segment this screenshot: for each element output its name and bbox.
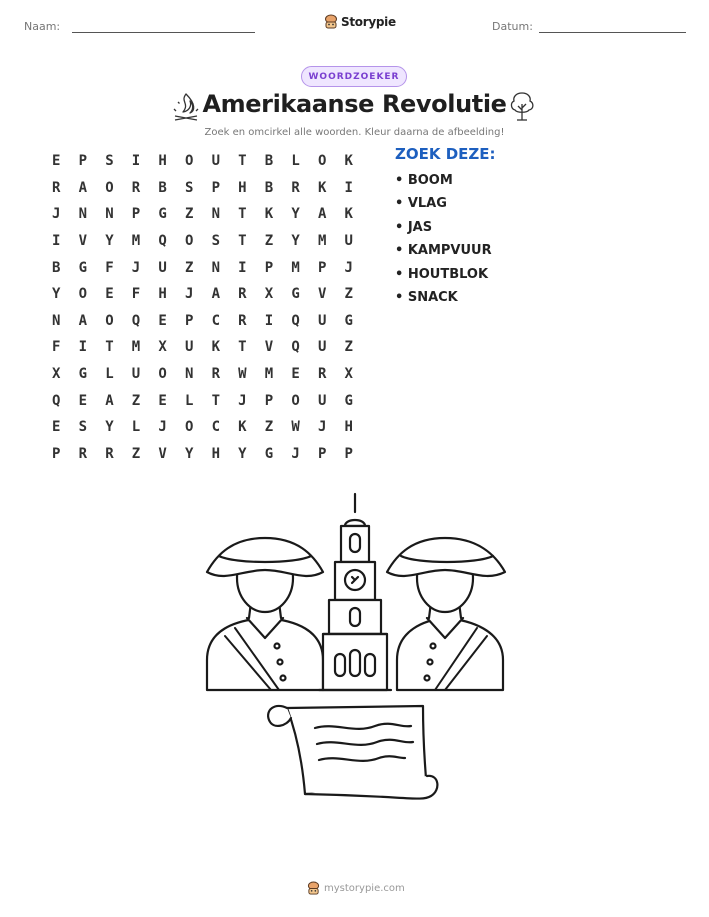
grid-letter[interactable]: A bbox=[78, 312, 88, 329]
grid-letter[interactable]: J bbox=[317, 419, 327, 436]
grid-letter[interactable]: S bbox=[78, 419, 88, 436]
grid-letter[interactable]: X bbox=[264, 286, 274, 303]
grid-letter[interactable]: M bbox=[131, 233, 141, 250]
grid-letter[interactable]: R bbox=[52, 179, 61, 196]
grid-letter[interactable]: R bbox=[238, 286, 247, 303]
grid-letter[interactable]: Z bbox=[344, 339, 353, 356]
grid-letter[interactable]: M bbox=[264, 366, 274, 383]
grid-letter[interactable]: R bbox=[131, 179, 141, 196]
grid-letter[interactable]: K bbox=[211, 339, 220, 356]
grid-letter[interactable]: E bbox=[158, 312, 167, 329]
grid-letter[interactable]: R bbox=[238, 312, 247, 329]
grid-letter[interactable]: M bbox=[317, 233, 327, 250]
name-label: Naam: bbox=[24, 20, 61, 33]
instructions: Zoek en omcirkel alle woorden. Kleur daarna de afbeelding! bbox=[204, 127, 505, 138]
date-line[interactable] bbox=[539, 32, 686, 33]
badge-label: WOORDZOEKER bbox=[308, 71, 400, 82]
grid-row bbox=[52, 334, 371, 361]
grid-letter[interactable]: S bbox=[105, 153, 114, 170]
grid-letter[interactable]: G bbox=[344, 392, 353, 409]
grid-letter[interactable]: Z bbox=[184, 259, 194, 276]
grid-letter[interactable]: L bbox=[105, 366, 114, 383]
grid-letter[interactable]: U bbox=[317, 339, 327, 356]
grid-row bbox=[52, 254, 371, 281]
grid-letter[interactable]: O bbox=[184, 153, 194, 170]
grid-letter[interactable]: V bbox=[158, 445, 167, 462]
grid-letter[interactable]: Z bbox=[264, 233, 274, 250]
grid-letter[interactable]: U bbox=[317, 312, 327, 329]
grid-letter[interactable]: F bbox=[52, 339, 61, 356]
grid-letter[interactable]: Q bbox=[52, 392, 61, 409]
grid-letter[interactable]: G bbox=[264, 445, 274, 462]
grid-letter[interactable]: L bbox=[291, 153, 300, 170]
grid-letter[interactable]: G bbox=[78, 259, 88, 276]
grid-letter[interactable]: F bbox=[105, 259, 114, 276]
grid-letter[interactable]: R bbox=[105, 445, 114, 462]
grid-letter[interactable]: P bbox=[264, 259, 274, 276]
grid-letter[interactable]: F bbox=[131, 286, 141, 303]
grid-letter[interactable]: C bbox=[211, 312, 220, 329]
grid-letter[interactable]: B bbox=[264, 153, 274, 170]
grid-letter[interactable]: I bbox=[264, 312, 274, 329]
grid-letter[interactable]: Z bbox=[184, 206, 194, 223]
word-search-grid[interactable] bbox=[52, 148, 371, 467]
grid-letter[interactable]: O bbox=[184, 419, 194, 436]
grid-letter[interactable]: K bbox=[317, 179, 327, 196]
grid-letter[interactable]: S bbox=[211, 233, 220, 250]
grid-letter[interactable]: N bbox=[105, 206, 114, 223]
grid-letter[interactable]: L bbox=[184, 392, 194, 409]
grid-letter[interactable]: B bbox=[52, 259, 61, 276]
grid-letter[interactable]: K bbox=[264, 206, 274, 223]
grid-letter[interactable]: E bbox=[158, 392, 167, 409]
grid-letter[interactable]: A bbox=[78, 179, 88, 196]
grid-letter[interactable]: B bbox=[264, 179, 274, 196]
grid-letter[interactable]: Z bbox=[131, 392, 141, 409]
grid-letter[interactable]: Z bbox=[131, 445, 141, 462]
grid-letter[interactable]: Y bbox=[52, 286, 61, 303]
grid-letter[interactable]: E bbox=[291, 366, 300, 383]
grid-letter[interactable]: Q bbox=[291, 339, 300, 356]
grid-letter[interactable]: J bbox=[291, 445, 300, 462]
grid-letter[interactable]: P bbox=[52, 445, 61, 462]
grid-letter[interactable]: T bbox=[238, 339, 247, 356]
pie-mascot-icon bbox=[324, 14, 338, 30]
grid-letter[interactable]: P bbox=[78, 153, 88, 170]
grid-letter[interactable]: O bbox=[158, 366, 167, 383]
grid-letter[interactable]: X bbox=[344, 366, 353, 383]
word-list-item: • HOUTBLOK bbox=[395, 266, 489, 282]
grid-letter[interactable]: P bbox=[264, 392, 274, 409]
grid-letter[interactable]: P bbox=[344, 445, 353, 462]
grid-letter[interactable]: P bbox=[184, 312, 194, 329]
grid-letter[interactable]: Y bbox=[105, 233, 114, 250]
grid-letter[interactable]: N bbox=[78, 206, 88, 223]
activity-badge bbox=[301, 66, 407, 87]
grid-letter[interactable]: B bbox=[158, 179, 167, 196]
grid-letter[interactable]: J bbox=[158, 419, 167, 436]
grid-letter[interactable]: Y bbox=[105, 419, 114, 436]
grid-letter[interactable]: G bbox=[291, 286, 300, 303]
grid-letter[interactable]: N bbox=[211, 259, 220, 276]
grid-letter[interactable]: I bbox=[344, 179, 353, 196]
grid-letter[interactable]: Y bbox=[291, 233, 300, 250]
grid-letter[interactable]: E bbox=[52, 419, 61, 436]
grid-row bbox=[52, 148, 371, 175]
logo-text: Storypie bbox=[341, 15, 396, 29]
grid-letter[interactable]: S bbox=[184, 179, 194, 196]
grid-letter[interactable]: A bbox=[317, 206, 327, 223]
grid-letter[interactable]: L bbox=[131, 419, 141, 436]
grid-row bbox=[52, 308, 371, 335]
grid-letter[interactable]: E bbox=[105, 286, 114, 303]
grid-letter[interactable]: V bbox=[264, 339, 274, 356]
grid-letter[interactable]: Z bbox=[344, 286, 353, 303]
grid-letter[interactable]: H bbox=[344, 419, 353, 436]
grid-letter[interactable]: P bbox=[317, 259, 327, 276]
grid-letter[interactable]: Y bbox=[184, 445, 194, 462]
name-line[interactable] bbox=[72, 32, 255, 33]
grid-letter[interactable]: J bbox=[131, 259, 141, 276]
grid-row bbox=[52, 387, 371, 414]
grid-letter[interactable]: Z bbox=[264, 419, 274, 436]
grid-letter[interactable]: T bbox=[238, 233, 247, 250]
grid-letter[interactable]: T bbox=[238, 206, 247, 223]
grid-letter[interactable]: X bbox=[158, 339, 167, 356]
word-list-item: • VLAG bbox=[395, 196, 447, 212]
left-soldier-figure bbox=[207, 538, 323, 690]
grid-letter[interactable]: E bbox=[78, 392, 88, 409]
grid-letter[interactable]: J bbox=[52, 206, 61, 223]
word-list-item: • KAMPVUUR bbox=[395, 243, 492, 259]
grid-row bbox=[52, 414, 371, 441]
grid-row bbox=[52, 228, 371, 255]
grid-letter[interactable]: O bbox=[291, 392, 300, 409]
document-scroll bbox=[268, 706, 437, 799]
grid-letter[interactable]: O bbox=[105, 179, 114, 196]
footer bbox=[307, 881, 405, 896]
grid-letter[interactable]: V bbox=[78, 233, 88, 250]
grid-letter[interactable]: M bbox=[291, 259, 300, 276]
grid-letter[interactable]: Q bbox=[158, 233, 167, 250]
grid-letter[interactable]: R bbox=[317, 366, 327, 383]
grid-letter[interactable]: U bbox=[158, 259, 167, 276]
grid-letter[interactable]: Q bbox=[291, 312, 300, 329]
grid-letter[interactable]: H bbox=[238, 179, 247, 196]
grid-letter[interactable]: A bbox=[211, 286, 220, 303]
grid-letter[interactable]: U bbox=[317, 392, 327, 409]
grid-letter[interactable]: R bbox=[211, 366, 220, 383]
grid-letter[interactable]: Q bbox=[131, 312, 141, 329]
word-list-item: • SNACK bbox=[395, 289, 458, 305]
grid-letter[interactable]: R bbox=[78, 445, 88, 462]
word-list-item: • BOOM bbox=[395, 173, 453, 188]
footer-url: mystorypie.com bbox=[324, 883, 405, 894]
grid-letter[interactable]: H bbox=[211, 445, 220, 462]
grid-row bbox=[52, 281, 371, 308]
grid-letter[interactable]: U bbox=[184, 339, 194, 356]
date-label: Datum: bbox=[492, 20, 533, 33]
revolution-illustration bbox=[195, 490, 515, 820]
grid-letter[interactable]: J bbox=[184, 286, 194, 303]
grid-letter[interactable]: T bbox=[211, 392, 220, 409]
grid-letter[interactable]: P bbox=[131, 206, 141, 223]
right-soldier-figure bbox=[387, 538, 505, 690]
word-list-item: • JAS bbox=[395, 219, 433, 235]
storypie-logo bbox=[324, 14, 396, 30]
grid-letter[interactable]: N bbox=[184, 366, 194, 383]
grid-letter[interactable]: H bbox=[158, 153, 167, 170]
grid-letter[interactable]: O bbox=[184, 233, 194, 250]
grid-letter[interactable]: H bbox=[158, 286, 167, 303]
grid-letter[interactable]: I bbox=[78, 339, 88, 356]
grid-letter[interactable]: U bbox=[211, 153, 220, 170]
grid-letter[interactable]: I bbox=[131, 153, 141, 170]
grid-letter[interactable]: O bbox=[317, 153, 327, 170]
grid-letter[interactable]: P bbox=[317, 445, 327, 462]
grid-letter[interactable]: V bbox=[317, 286, 327, 303]
grid-letter[interactable]: Y bbox=[238, 445, 247, 462]
grid-letter[interactable]: K bbox=[238, 419, 247, 436]
grid-letter[interactable]: P bbox=[211, 179, 220, 196]
page-title: Amerikaanse Revolutie bbox=[202, 90, 507, 118]
grid-row bbox=[52, 361, 371, 388]
grid-letter[interactable]: N bbox=[211, 206, 220, 223]
grid-letter[interactable]: J bbox=[238, 392, 247, 409]
grid-letter[interactable]: R bbox=[291, 179, 300, 196]
grid-letter[interactable]: K bbox=[344, 153, 353, 170]
grid-row bbox=[52, 441, 371, 468]
grid-letter[interactable]: W bbox=[291, 419, 300, 436]
grid-letter[interactable]: I bbox=[52, 233, 61, 250]
grid-letter[interactable]: G bbox=[344, 312, 353, 329]
tree-icon bbox=[508, 90, 536, 122]
grid-letter[interactable]: Y bbox=[291, 206, 300, 223]
grid-letter[interactable]: A bbox=[105, 392, 114, 409]
grid-letter[interactable]: I bbox=[238, 259, 247, 276]
grid-letter[interactable]: J bbox=[344, 259, 353, 276]
grid-letter[interactable]: T bbox=[238, 153, 247, 170]
grid-letter[interactable]: O bbox=[105, 312, 114, 329]
grid-letter[interactable]: G bbox=[158, 206, 167, 223]
grid-letter[interactable]: E bbox=[52, 153, 61, 170]
pie-mascot-icon bbox=[307, 881, 320, 896]
grid-letter[interactable]: K bbox=[344, 206, 353, 223]
grid-row bbox=[52, 175, 371, 202]
grid-letter[interactable]: U bbox=[131, 366, 141, 383]
grid-letter[interactable]: C bbox=[211, 419, 220, 436]
grid-letter[interactable]: W bbox=[238, 366, 247, 383]
word-list bbox=[395, 172, 492, 312]
grid-letter[interactable]: M bbox=[131, 339, 141, 356]
word-list-title: ZOEK DEZE: bbox=[395, 145, 496, 163]
grid-letter[interactable]: O bbox=[78, 286, 88, 303]
grid-letter[interactable]: G bbox=[78, 366, 88, 383]
grid-letter[interactable]: N bbox=[52, 312, 61, 329]
grid-letter[interactable]: U bbox=[344, 233, 353, 250]
grid-letter[interactable]: T bbox=[105, 339, 114, 356]
grid-letter[interactable]: X bbox=[52, 366, 61, 383]
bell-tower bbox=[319, 494, 391, 690]
grid-row bbox=[52, 201, 371, 228]
